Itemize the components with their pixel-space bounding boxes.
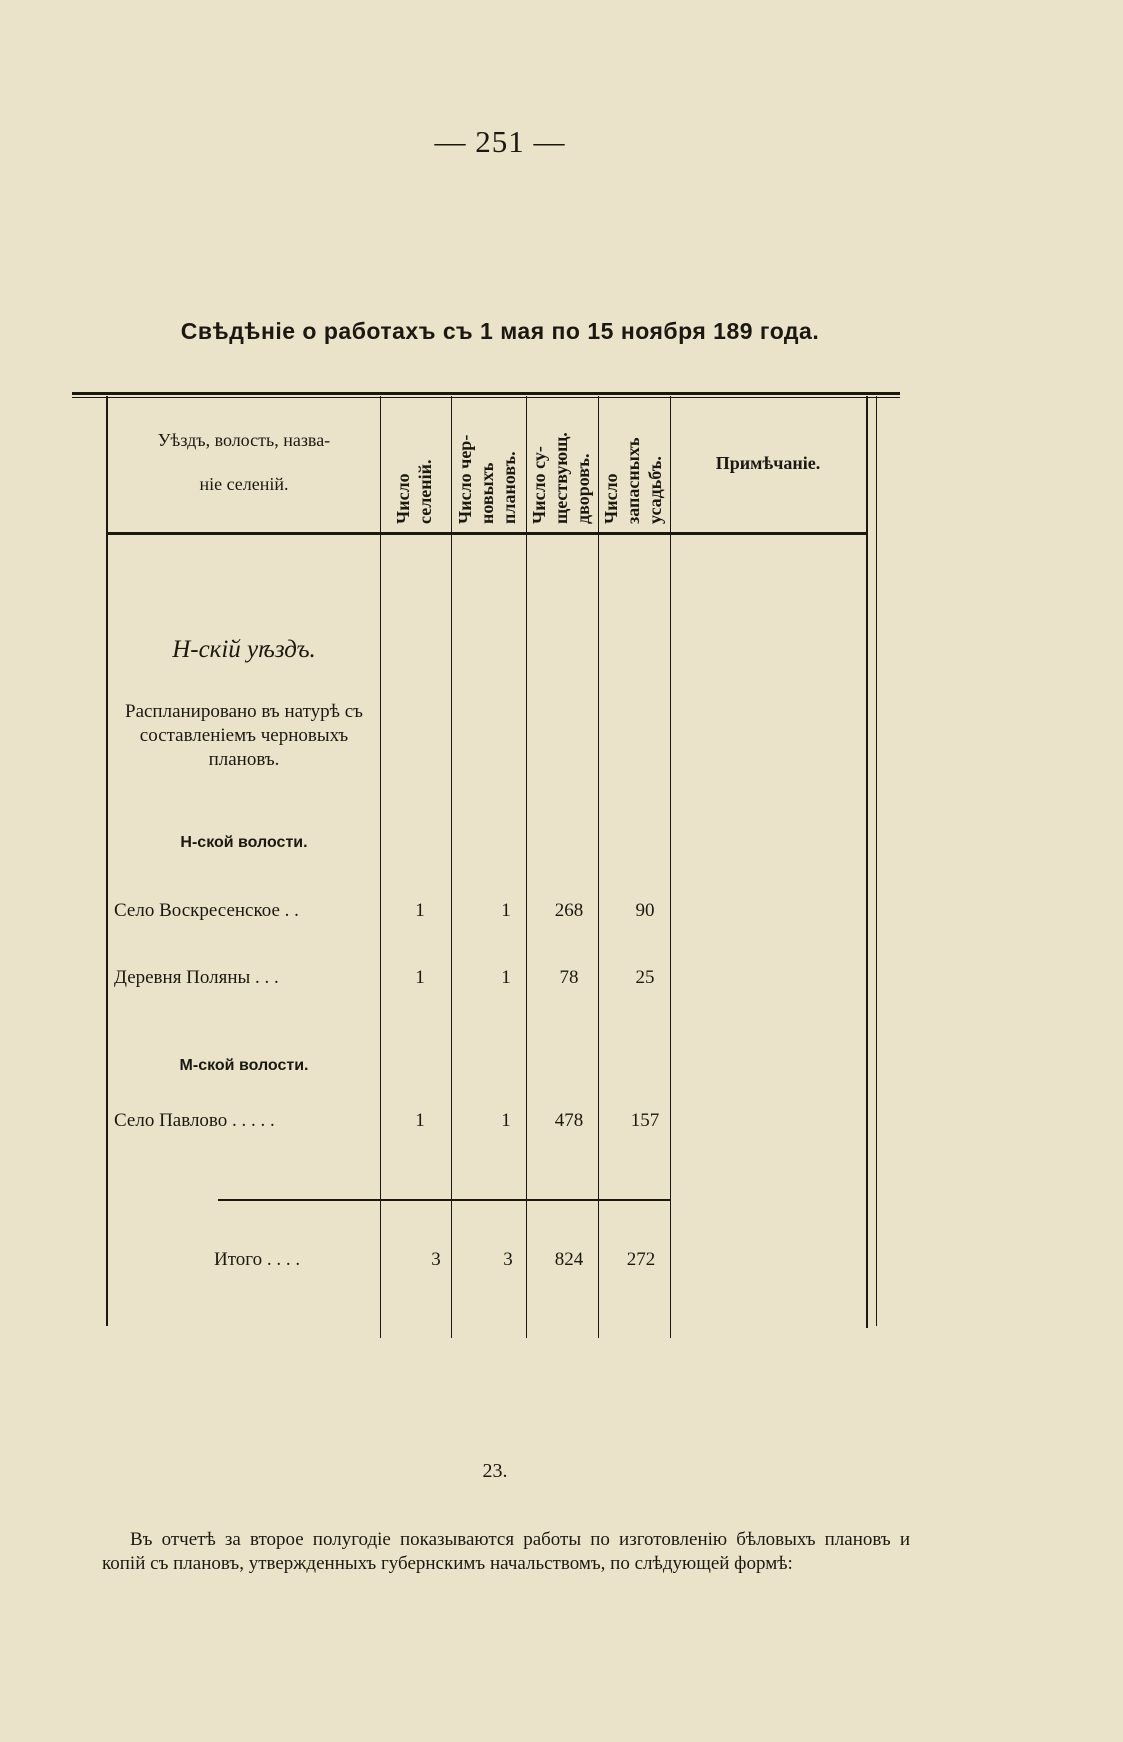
page-number: — 251 — bbox=[434, 124, 566, 159]
table-row-name: Село Воскресенское . . bbox=[114, 900, 299, 921]
table-row-reserve: 25 bbox=[635, 967, 655, 988]
volost-heading-1: Н-ской волости. bbox=[180, 834, 308, 851]
page-title: Свѣдѣніе о работахъ съ 1 мая по 15 ноября 189 года. bbox=[180, 318, 820, 344]
column-divider bbox=[380, 396, 381, 1338]
table-row-settlements: 1 bbox=[415, 1110, 425, 1131]
note-column-divider bbox=[866, 396, 868, 1328]
district-description: Распланировано въ натурѣ съ составленіемъ черновыхъ плановъ. bbox=[125, 701, 363, 770]
table-row-households: 78 bbox=[559, 967, 579, 988]
total-settlements: 3 bbox=[431, 1249, 441, 1270]
table-row-drafts: 1 bbox=[501, 1110, 511, 1131]
table-top-rule bbox=[72, 392, 900, 395]
table-row-settlements: 1 bbox=[415, 900, 425, 921]
column-divider bbox=[526, 396, 527, 1338]
table-row-households: 478 bbox=[554, 1110, 584, 1131]
table-row-households: 268 bbox=[554, 900, 584, 921]
footnote-text: Въ отчетѣ за второе полугодіе показываются работы по изготовленію бѣловыхъ плановъ и копій съ плановъ, утвержденныхъ губернскимъ начальствомъ, по слѣдующей формѣ: bbox=[102, 1529, 910, 1574]
table-row-settlements: 1 bbox=[415, 967, 425, 988]
table-row-reserve: 157 bbox=[630, 1110, 660, 1131]
header-district: Уѣздъ, волость, назва- ніе селеній. bbox=[157, 430, 331, 494]
total-rule bbox=[218, 1199, 670, 1201]
header-reserve: Число запасныхъ усадьбъ. bbox=[601, 437, 665, 524]
header-bottom-rule bbox=[106, 532, 868, 535]
total-label: Итого . . . . bbox=[214, 1249, 301, 1270]
header-settlements: Число селеній. bbox=[393, 459, 435, 524]
header-drafts: Число чер- новыхъ плановъ. bbox=[455, 434, 519, 524]
total-households: 824 bbox=[554, 1249, 584, 1270]
table-row-drafts: 1 bbox=[501, 900, 511, 921]
table-row-drafts: 1 bbox=[501, 967, 511, 988]
total-reserve: 272 bbox=[626, 1249, 656, 1270]
table-row-name: Село Павлово . . . . . bbox=[114, 1110, 275, 1131]
volost-heading-2: М-ской волости. bbox=[179, 1057, 309, 1074]
table-row-name: Деревня Поляны . . . bbox=[114, 967, 279, 988]
header-households: Число су- ществующ. дворовъ. bbox=[529, 432, 593, 524]
footnote-number: 23. bbox=[482, 1460, 508, 1482]
district-name: Н-скій уѣздъ. bbox=[172, 636, 316, 663]
table-row-reserve: 90 bbox=[635, 900, 655, 921]
table-left-border bbox=[106, 396, 108, 1326]
total-drafts: 3 bbox=[503, 1249, 513, 1270]
column-divider bbox=[598, 396, 599, 1338]
table-right-border bbox=[876, 396, 877, 1326]
column-divider bbox=[670, 396, 671, 1338]
header-note: Примѣчаніе. bbox=[715, 453, 821, 473]
table-top-rule-2 bbox=[72, 397, 900, 398]
column-divider bbox=[451, 396, 452, 1338]
